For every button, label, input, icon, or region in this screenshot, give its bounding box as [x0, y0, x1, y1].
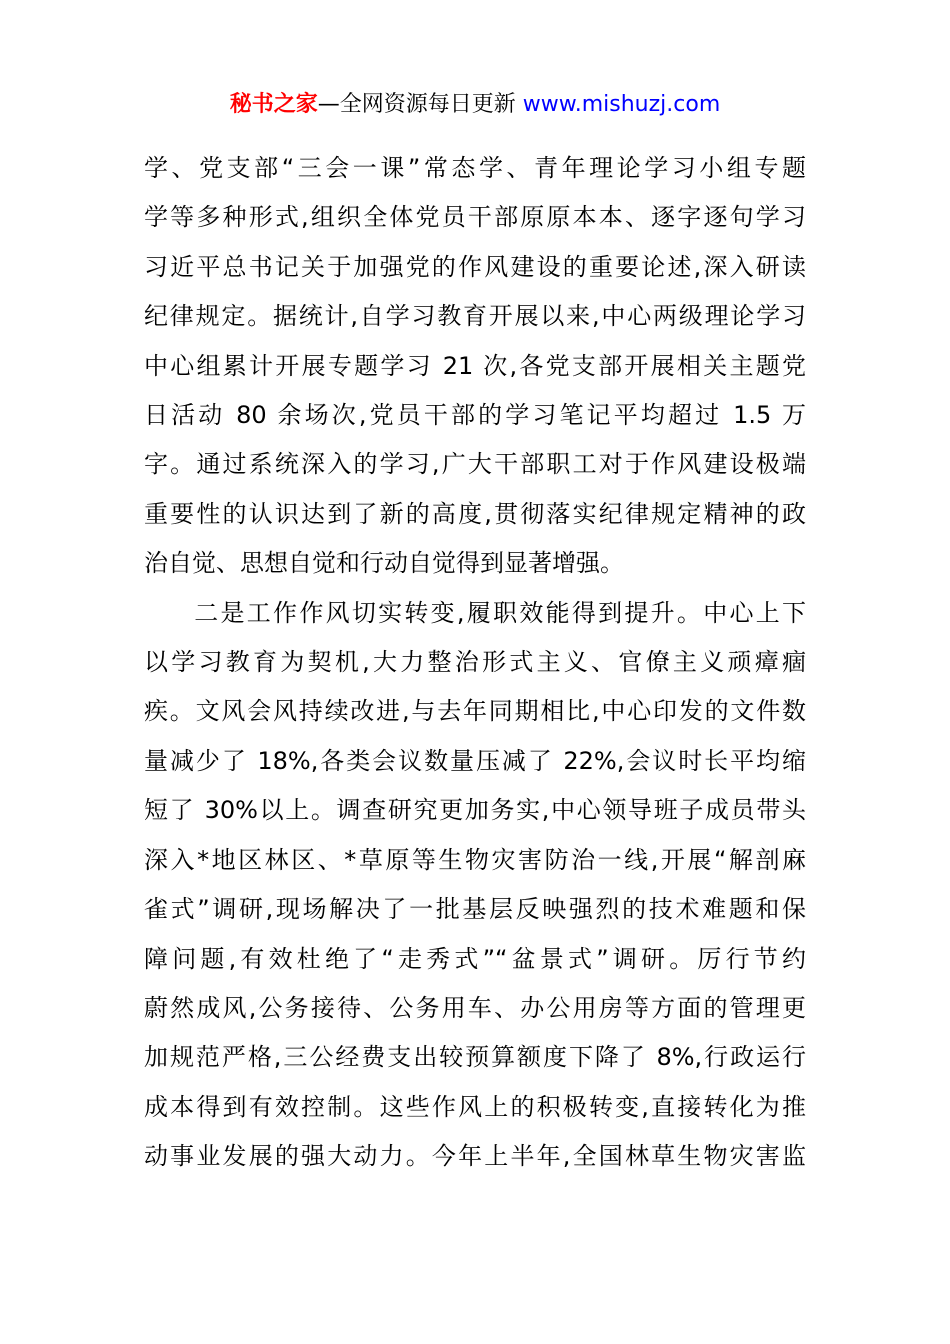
text-line-content: 二是工作作风切实转变,履职效能得到提升。中心上下	[192, 598, 806, 627]
paragraph-1	[144, 144, 806, 589]
document-body	[144, 144, 806, 1182]
text-line: 短了 30%以上。调查研究更加务实,中心领导班子成员带头	[144, 796, 806, 825]
text-line: 纪律规定。据统计,自学习教育开展以来,中心两级理论学习	[144, 302, 806, 331]
text-line: 习近平总书记关于加强党的作风建设的重要论述,深入研读	[144, 252, 806, 281]
text-line: 蔚然成风,公务接待、公务用车、办公用房等方面的管理更	[144, 993, 806, 1022]
text-line: 成本得到有效控制。这些作风上的积极转变,直接转化为推	[144, 1092, 806, 1121]
text-line: 日活动 80 余场次,党员干部的学习笔记平均超过 1.5 万	[144, 401, 806, 430]
site-url-link[interactable]: www.mishuzj.com	[522, 92, 721, 117]
paragraph-2	[144, 589, 806, 1182]
text-line: 学等多种形式,组织全体党员干部原原本本、逐字逐句学习	[144, 203, 806, 232]
text-line: 治自觉、思想自觉和行动自觉得到显著增强。	[144, 549, 624, 578]
text-line-first	[144, 589, 806, 638]
text-line: 加规范严格,三公经费支出较预算额度下降了 8%,行政运行	[144, 1043, 806, 1072]
page-header	[0, 88, 950, 122]
text-line: 重要性的认识达到了新的高度,贯彻落实纪律规定精神的政	[144, 499, 806, 528]
text-line: 以学习教育为契机,大力整治形式主义、官僚主义顽瘴痼	[144, 648, 806, 677]
text-line: 中心组累计开展专题学习 21 次,各党支部开展相关主题党	[144, 351, 806, 380]
header-tagline: —全网资源每日更新	[317, 92, 516, 117]
text-line: 雀式”调研,现场解决了一批基层反映强烈的技术难题和保	[144, 895, 806, 924]
brand-name: 秘书之家	[229, 92, 318, 117]
text-line: 深入*地区林区、*草原等生物灾害防治一线,开展“解剖麻	[144, 845, 806, 874]
text-line: 动事业发展的强大动力。今年上半年,全国林草生物灾害监	[144, 1142, 806, 1171]
text-line: 字。通过系统深入的学习,广大干部职工对于作风建设极端	[144, 450, 806, 479]
text-line: 障问题,有效杜绝了“走秀式”“盆景式”调研。厉行节约	[144, 944, 806, 973]
text-line: 学、党支部“三会一课”常态学、青年理论学习小组专题	[144, 154, 806, 182]
text-line: 疾。文风会风持续改进,与去年同期相比,中心印发的文件数	[144, 697, 806, 726]
text-line: 量减少了 18%,各类会议数量压减了 22%,会议时长平均缩	[144, 746, 806, 775]
